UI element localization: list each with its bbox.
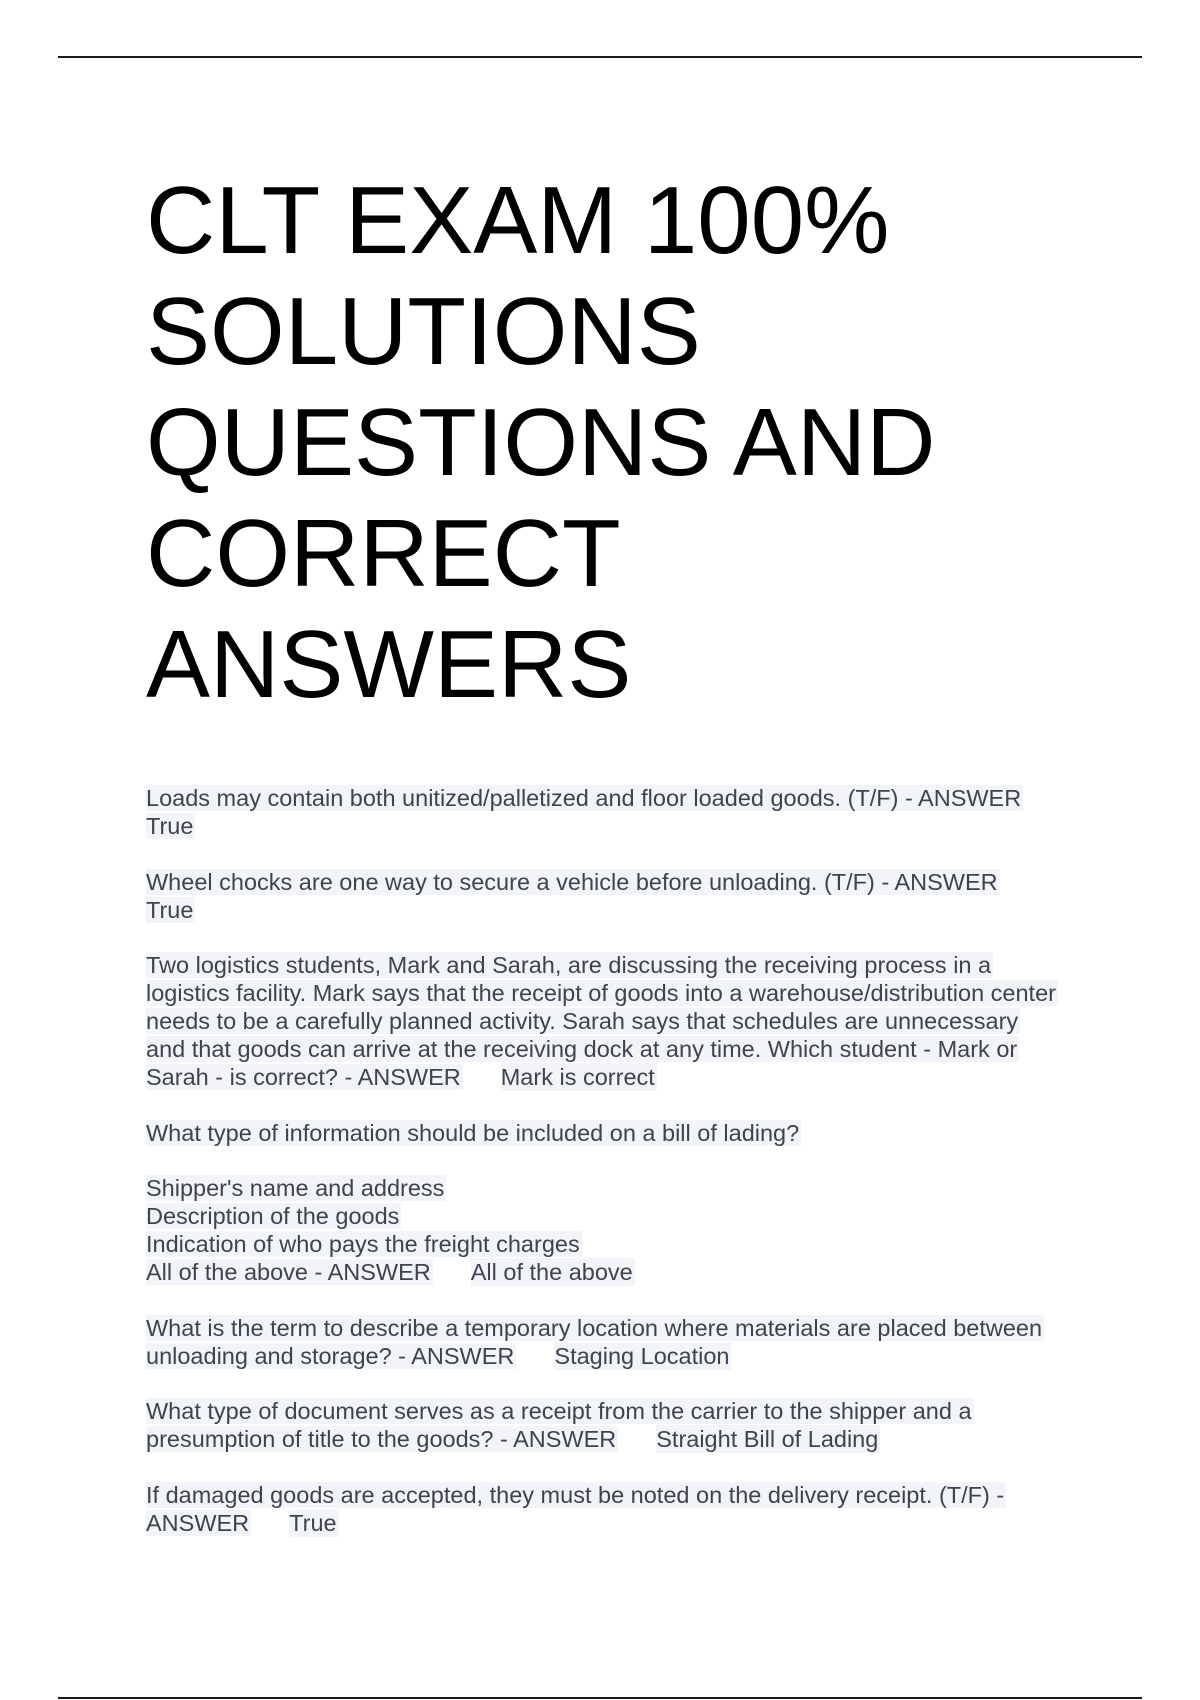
qa-item [146,868,1106,924]
footer-rule [58,1697,1142,1699]
qa-text: Two logistics students, Mark and Sarah, are discussing the receiving process in a [146,952,992,978]
qa-line [146,812,1106,840]
qa-line [146,1342,1106,1370]
qa-text: If damaged goods are accepted, they must be noted on the delivery receipt. (T/F) - [146,1481,1005,1508]
qa-line [146,1230,1106,1258]
qa-line [146,1481,1106,1509]
qa-text: Indication of who pays the freight charges [146,1231,580,1257]
answer-text: Mark is correct [500,1064,655,1090]
qa-text: What is the term to describe a temporary location where materials are placed between [146,1314,1043,1341]
qa-line [146,1425,1106,1453]
qa-item [146,1119,1106,1147]
qa-line [146,1397,1106,1425]
qa-line [146,784,1106,812]
qa-text: presumption of title to the goods? - ANSWER [146,1426,617,1452]
question-answer-list [146,784,1106,1564]
qa-text: True [146,896,194,923]
qa-item [146,1314,1106,1370]
qa-text: Wheel chocks are one way to secure a vehicle before unloading. (T/F) - ANSWER [146,868,998,895]
qa-line [146,1119,1106,1147]
qa-line [146,1035,1106,1063]
qa-text: What type of document serves as a receipt from the carrier to the shipper and a [146,1398,972,1424]
qa-line [146,951,1106,979]
qa-text: Shipper's name and address [146,1175,445,1201]
answer-text: All of the above [470,1259,633,1285]
answer-text: True [289,1509,337,1536]
qa-line [146,979,1106,1007]
qa-line [146,1509,1106,1537]
qa-text: Loads may contain both unitized/palletized and floor loaded goods. (T/F) - ANSWER [146,785,1022,811]
title-line: QUESTIONS AND [146,389,936,496]
qa-line [146,1202,1106,1230]
qa-item [146,784,1106,840]
answer-text: Staging Location [554,1342,730,1369]
qa-text: True [146,813,194,839]
qa-text: and that goods can arrive at the receiving dock at any time. Which student - Mark or [146,1036,1018,1062]
qa-text: What type of information should be included on a bill of lading? [146,1119,800,1146]
qa-line [146,868,1106,896]
qa-line [146,896,1106,924]
qa-line [146,1007,1106,1035]
answer-text: Straight Bill of Lading [656,1426,879,1452]
qa-text: ANSWER [146,1509,250,1536]
qa-text: All of the above - ANSWER [146,1259,431,1285]
qa-text: logistics facility. Mark says that the receipt of goods into a warehouse/distribution center [146,980,1056,1006]
qa-item [146,951,1106,1091]
qa-item [146,1174,1106,1286]
qa-text: Sarah - is correct? - ANSWER [146,1064,461,1090]
qa-line [146,1063,1106,1091]
title-line: SOLUTIONS [146,278,701,385]
document-title [146,165,1146,720]
header-rule [58,56,1142,58]
qa-line [146,1174,1106,1202]
qa-line [146,1314,1106,1342]
qa-item [146,1481,1106,1537]
qa-line [146,1258,1106,1286]
title-line: CLT EXAM 100% [146,167,890,274]
title-line: ANSWERS [146,611,632,718]
qa-text: needs to be a carefully planned activity. Sarah says that schedules are unnecessary [146,1008,1019,1034]
qa-text: unloading and storage? - ANSWER [146,1342,515,1369]
qa-item [146,1397,1106,1453]
title-line: CORRECT [146,500,621,607]
qa-text: Description of the goods [146,1203,400,1229]
